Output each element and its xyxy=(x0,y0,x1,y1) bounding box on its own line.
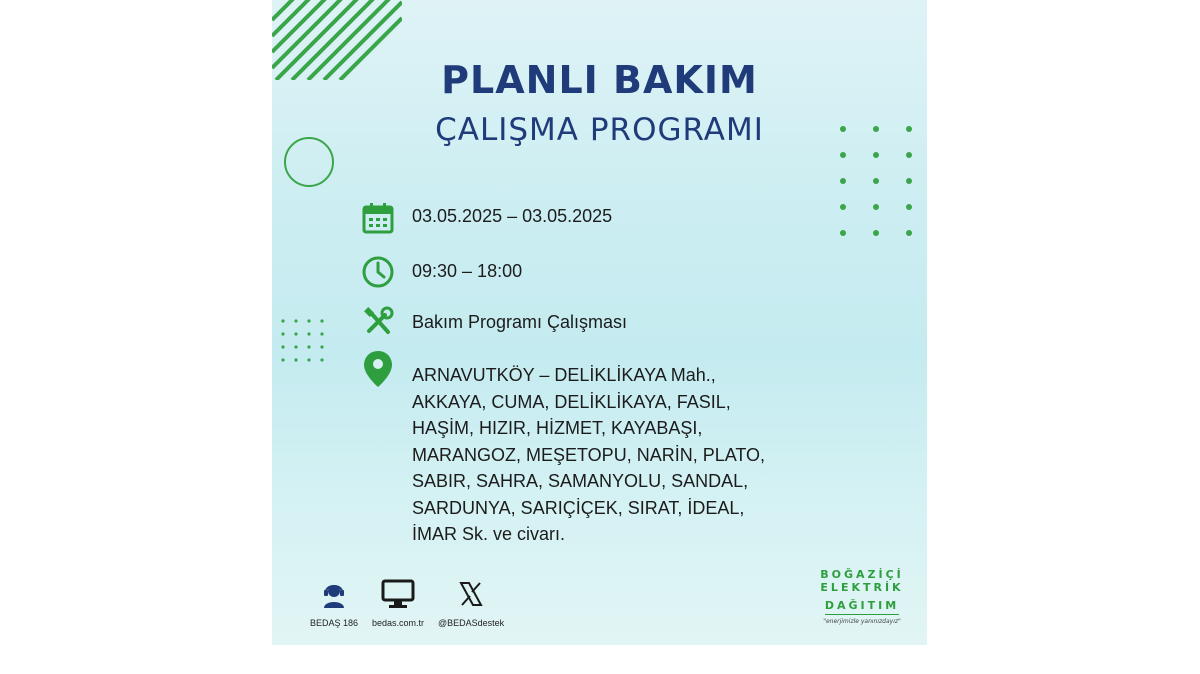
address-line: AKKAYA, CUMA, DELİKLİKAYA, FASIL, xyxy=(412,391,731,412)
monitor-icon xyxy=(372,578,424,614)
address-list xyxy=(412,362,765,548)
logo-line-1: BOĞAZİÇİ xyxy=(820,568,904,581)
time-range: 09:30 – 18:00 xyxy=(412,261,523,281)
address-line: SARDUNYA, SARIÇİÇEK, SIRAT, İDEAL, xyxy=(412,497,745,518)
footer-web xyxy=(372,578,424,628)
company-logo xyxy=(812,568,912,625)
web-label: bedas.com.tr xyxy=(372,618,425,628)
date-row xyxy=(360,200,612,236)
x-logo-icon xyxy=(438,578,504,614)
page-subtitle: ÇALIŞMA PROGRAMI xyxy=(435,112,764,148)
address-line: HAŞİM, HIZIR, HİZMET, KAYABAŞI, xyxy=(412,418,703,438)
announcement-card xyxy=(272,0,927,645)
address-line: İMAR Sk. ve civarı. xyxy=(412,524,566,544)
headset-icon xyxy=(310,578,358,614)
work-type-row xyxy=(360,304,627,340)
location-pin-icon xyxy=(360,350,396,386)
footer-x xyxy=(438,578,504,628)
page-title: PLANLI BAKIM xyxy=(441,58,758,102)
phone-label: BEDAŞ 186 xyxy=(310,618,359,628)
address-line: MARANGOZ, MEŞETOPU, NARİN, PLATO, xyxy=(412,444,766,465)
address-row xyxy=(360,350,765,548)
address-line: SABIR, SAHRA, SAMANYOLU, SANDAL, xyxy=(412,471,749,491)
tools-icon xyxy=(360,304,396,340)
calendar-icon xyxy=(360,200,396,236)
decorative-dots-left xyxy=(280,318,330,368)
date-range: 03.05.2025 – 03.05.2025 xyxy=(412,206,613,226)
work-type: Bakım Programı Çalışması xyxy=(412,312,628,332)
x-label: @BEDASdestek xyxy=(438,618,505,628)
footer-phone xyxy=(310,578,358,628)
address-line: ARNAVUTKÖY – DELİKLİKAYA Mah., xyxy=(412,365,716,385)
time-row xyxy=(360,254,522,290)
logo-line-2: ELEKTRİK xyxy=(820,581,904,594)
logo-line-3: DAĞITIM xyxy=(825,599,899,615)
clock-icon xyxy=(360,254,396,290)
logo-tagline: "enerjimizle yanınızdayız" xyxy=(823,618,901,625)
